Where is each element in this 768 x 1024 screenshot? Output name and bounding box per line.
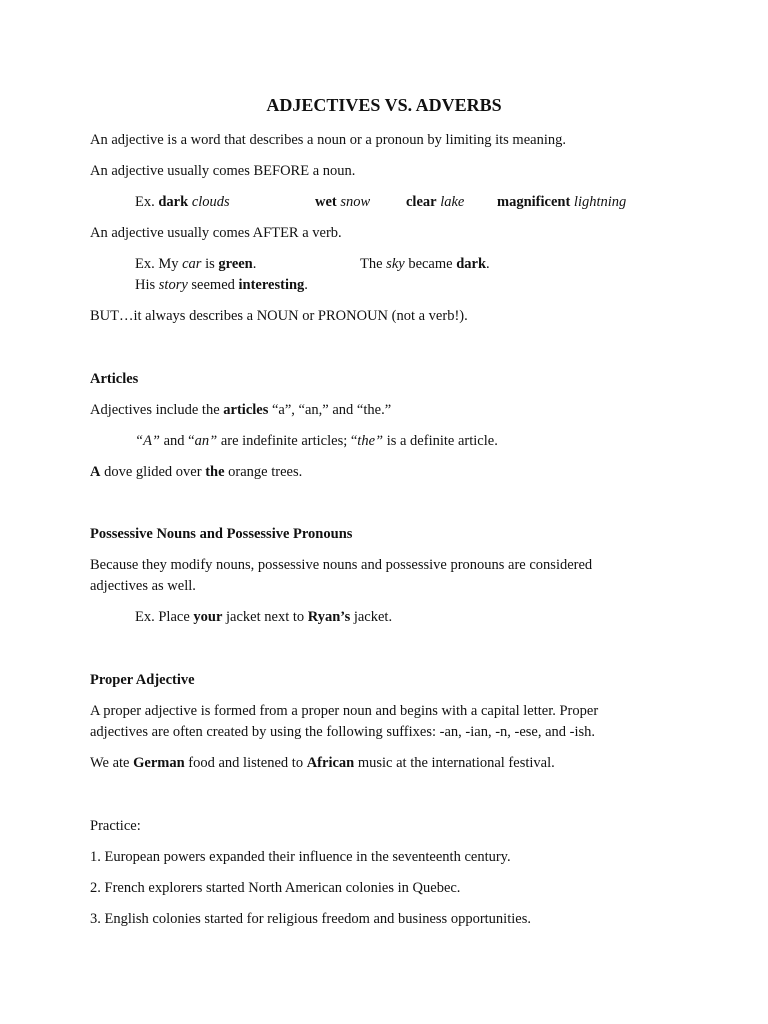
proper-text-line: adjectives are often created by using the following suffixes: -an, -ian, -n, -ese, and -ish. — [90, 724, 596, 740]
practice-item: 1. European powers expanded their influence in the seventeenth century. — [90, 849, 511, 865]
proper-example: We ate German food and listened to African music at the international festival. — [90, 755, 555, 771]
example-before-pair: clear lake — [406, 194, 465, 210]
proper-text-line: A proper adjective is formed from a proper noun and begins with a capital letter. Proper — [90, 703, 599, 719]
section-heading-proper-adjective: Proper Adjective — [90, 672, 195, 688]
adjective-after-rule: An adjective usually comes AFTER a verb. — [90, 225, 342, 241]
section-heading-articles: Articles — [90, 371, 139, 387]
possessive-example: Ex. Place your jacket next to Ryan’s jacket. — [135, 609, 393, 625]
practice-label: Practice: — [90, 818, 141, 834]
example-after-sentence: Ex. My car is green. — [135, 256, 257, 272]
adjective-but-note: BUT…it always describes a NOUN or PRONOUN (not a verb!). — [90, 308, 468, 324]
page-title: ADJECTIVES VS. ADVERBS — [266, 95, 502, 115]
articles-example: A dove glided over the orange trees. — [90, 464, 303, 480]
example-before-prefix: Ex. dark clouds — [135, 194, 230, 210]
possessive-text-line: Because they modify nouns, possessive nouns and possessive pronouns are considered — [90, 557, 593, 573]
section-heading-possessive: Possessive Nouns and Possessive Pronouns — [90, 526, 353, 542]
articles-line: Adjectives include the articles “a”, “an,” and “the.” — [90, 402, 392, 418]
example-before-pair: wet snow — [315, 194, 371, 210]
practice-item: 3. English colonies started for religious freedom and business opportunities. — [90, 911, 531, 927]
adjective-before-rule: An adjective usually comes BEFORE a noun. — [90, 163, 356, 179]
example-before-pair: magnificent lightning — [497, 194, 627, 210]
example-after-sentence: His story seemed interesting. — [135, 277, 308, 293]
adjective-definition: An adjective is a word that describes a noun or a pronoun by limiting its meaning. — [90, 132, 566, 148]
example-after-sentence: The sky became dark. — [360, 256, 490, 272]
articles-definition-line: “A” and “an” are indefinite articles; “the” is a definite article. — [135, 433, 498, 449]
possessive-text-line: adjectives as well. — [90, 578, 196, 594]
practice-item: 2. French explorers started North American colonies in Quebec. — [90, 880, 461, 896]
